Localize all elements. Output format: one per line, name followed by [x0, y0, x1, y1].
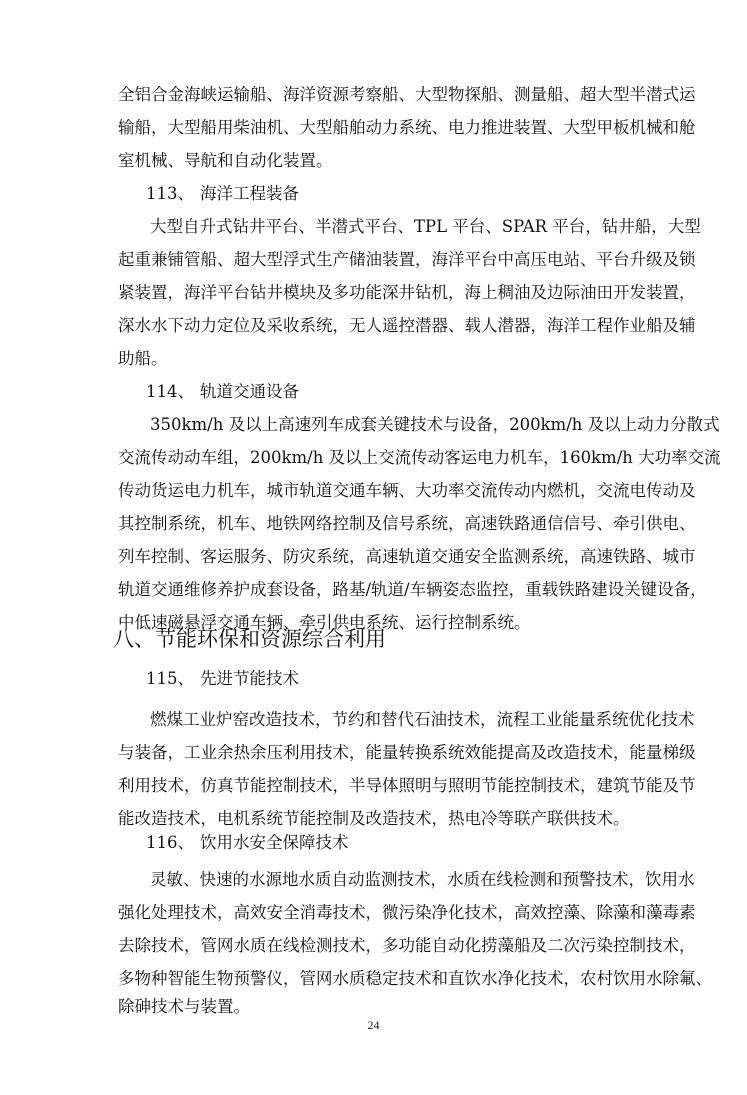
paragraph-line: 利用技术，仿真节能控制技术，半导体照明与照明节能控制技术，建筑节能及节 [118, 776, 696, 795]
paragraph-line: 室机械、导航和自动化装置。 [118, 151, 333, 170]
item-title: 先进节能技术 [200, 669, 299, 688]
item-title: 饮用水安全保障技术 [200, 833, 349, 852]
paragraph-line: 输船，大型船用柴油机、大型船舶动力系统、电力推进装置、大型甲板机械和舱 [118, 118, 696, 137]
paragraph-line: 列车控制、客运服务、防灾系统，高速轨道交通安全监测系统，高速铁路、城市 [118, 547, 696, 566]
paragraph-line: 深水水下动力定位及采收系统，无人遥控潜器、载人潜器，海洋工程作业船及辅 [118, 316, 696, 335]
paragraph-line: 中低速磁悬浮交通车辆、牵引供电系统、运行控制系统。 [118, 613, 531, 632]
paragraph-line: 燃煤工业炉窑改造技术，节约和替代石油技术，流程工业能量系统优化技术 [150, 710, 695, 729]
item-number: 114、 [146, 382, 194, 401]
paragraph-line: 交流传动动车组，200km/h 及以上交流传动客运电力机车，160km/h 大功率交流 [118, 448, 721, 467]
paragraph-line: 能改造技术，电机系统节能控制及改造技术，热电冷等联产联供技术。 [118, 809, 630, 828]
paragraph-line: 起重兼铺管船、超大型浮式生产储油装置，海洋平台中高压电站、平台升级及锁 [118, 250, 696, 269]
paragraph-line: 紧装置，海洋平台钻井模块及多功能深井钻机，海上稠油及边际油田开发装置， [118, 283, 696, 302]
paragraph-line: 与装备，工业余热余压利用技术，能量转换系统效能提高及改造技术，能量梯级 [118, 743, 696, 762]
item-number: 115、 [146, 669, 194, 688]
section-heading: 八、节能环保和资源综合利用 [113, 627, 386, 651]
paragraph-line: 全铝合金海峡运输船、海洋资源考察船、大型物探船、测量船、超大型半潜式运 [118, 85, 696, 104]
page-number: 24 [367, 1018, 380, 1032]
paragraph-line: 350km/h 及以上高速列车成套关键技术与设备，200km/h 及以上动力分散式 [150, 415, 720, 434]
item-number: 113、 [146, 184, 194, 203]
paragraph-line: 其控制系统，机车、地铁网络控制及信号系统，高速铁路通信信号、牵引供电、 [118, 514, 696, 533]
item-heading-115 [146, 662, 299, 695]
paragraph-line: 除砷技术与装置。 [118, 997, 250, 1016]
paragraph-line: 多物种智能生物预警仪，管网水质稳定技术和直饮水净化技术，农村饮用水除氟、 [118, 969, 712, 988]
paragraph-line: 去除技术，管网水质在线检测技术，多功能自动化捞藻船及二次污染控制技术， [118, 936, 696, 955]
paragraph-line: 灵敏、快速的水源地水质自动监测技术，水质在线检测和预警技术，饮用水 [150, 870, 695, 889]
item-heading-116 [146, 826, 349, 859]
paragraph-line: 强化处理技术，高效安全消毒技术，微污染净化技术，高效控藻、除藻和藻毒素 [118, 903, 696, 922]
paragraph-line: 大型自升式钻井平台、半潜式平台、TPL 平台、SPAR 平台，钻井船，大型 [150, 217, 701, 236]
paragraph-line: 轨道交通维修养护成套设备，路基/轨道/车辆姿态监控，重载铁路建设关键设备， [118, 580, 707, 599]
item-heading-114 [146, 375, 299, 408]
paragraph-line: 助船。 [118, 349, 168, 368]
item-title: 海洋工程装备 [200, 184, 299, 203]
item-number: 116、 [146, 833, 194, 852]
item-heading-113 [146, 177, 299, 210]
paragraph-line: 传动货运电力机车，城市轨道交通车辆、大功率交流传动内燃机，交流电传动及 [118, 481, 696, 500]
item-title: 轨道交通设备 [200, 382, 299, 401]
